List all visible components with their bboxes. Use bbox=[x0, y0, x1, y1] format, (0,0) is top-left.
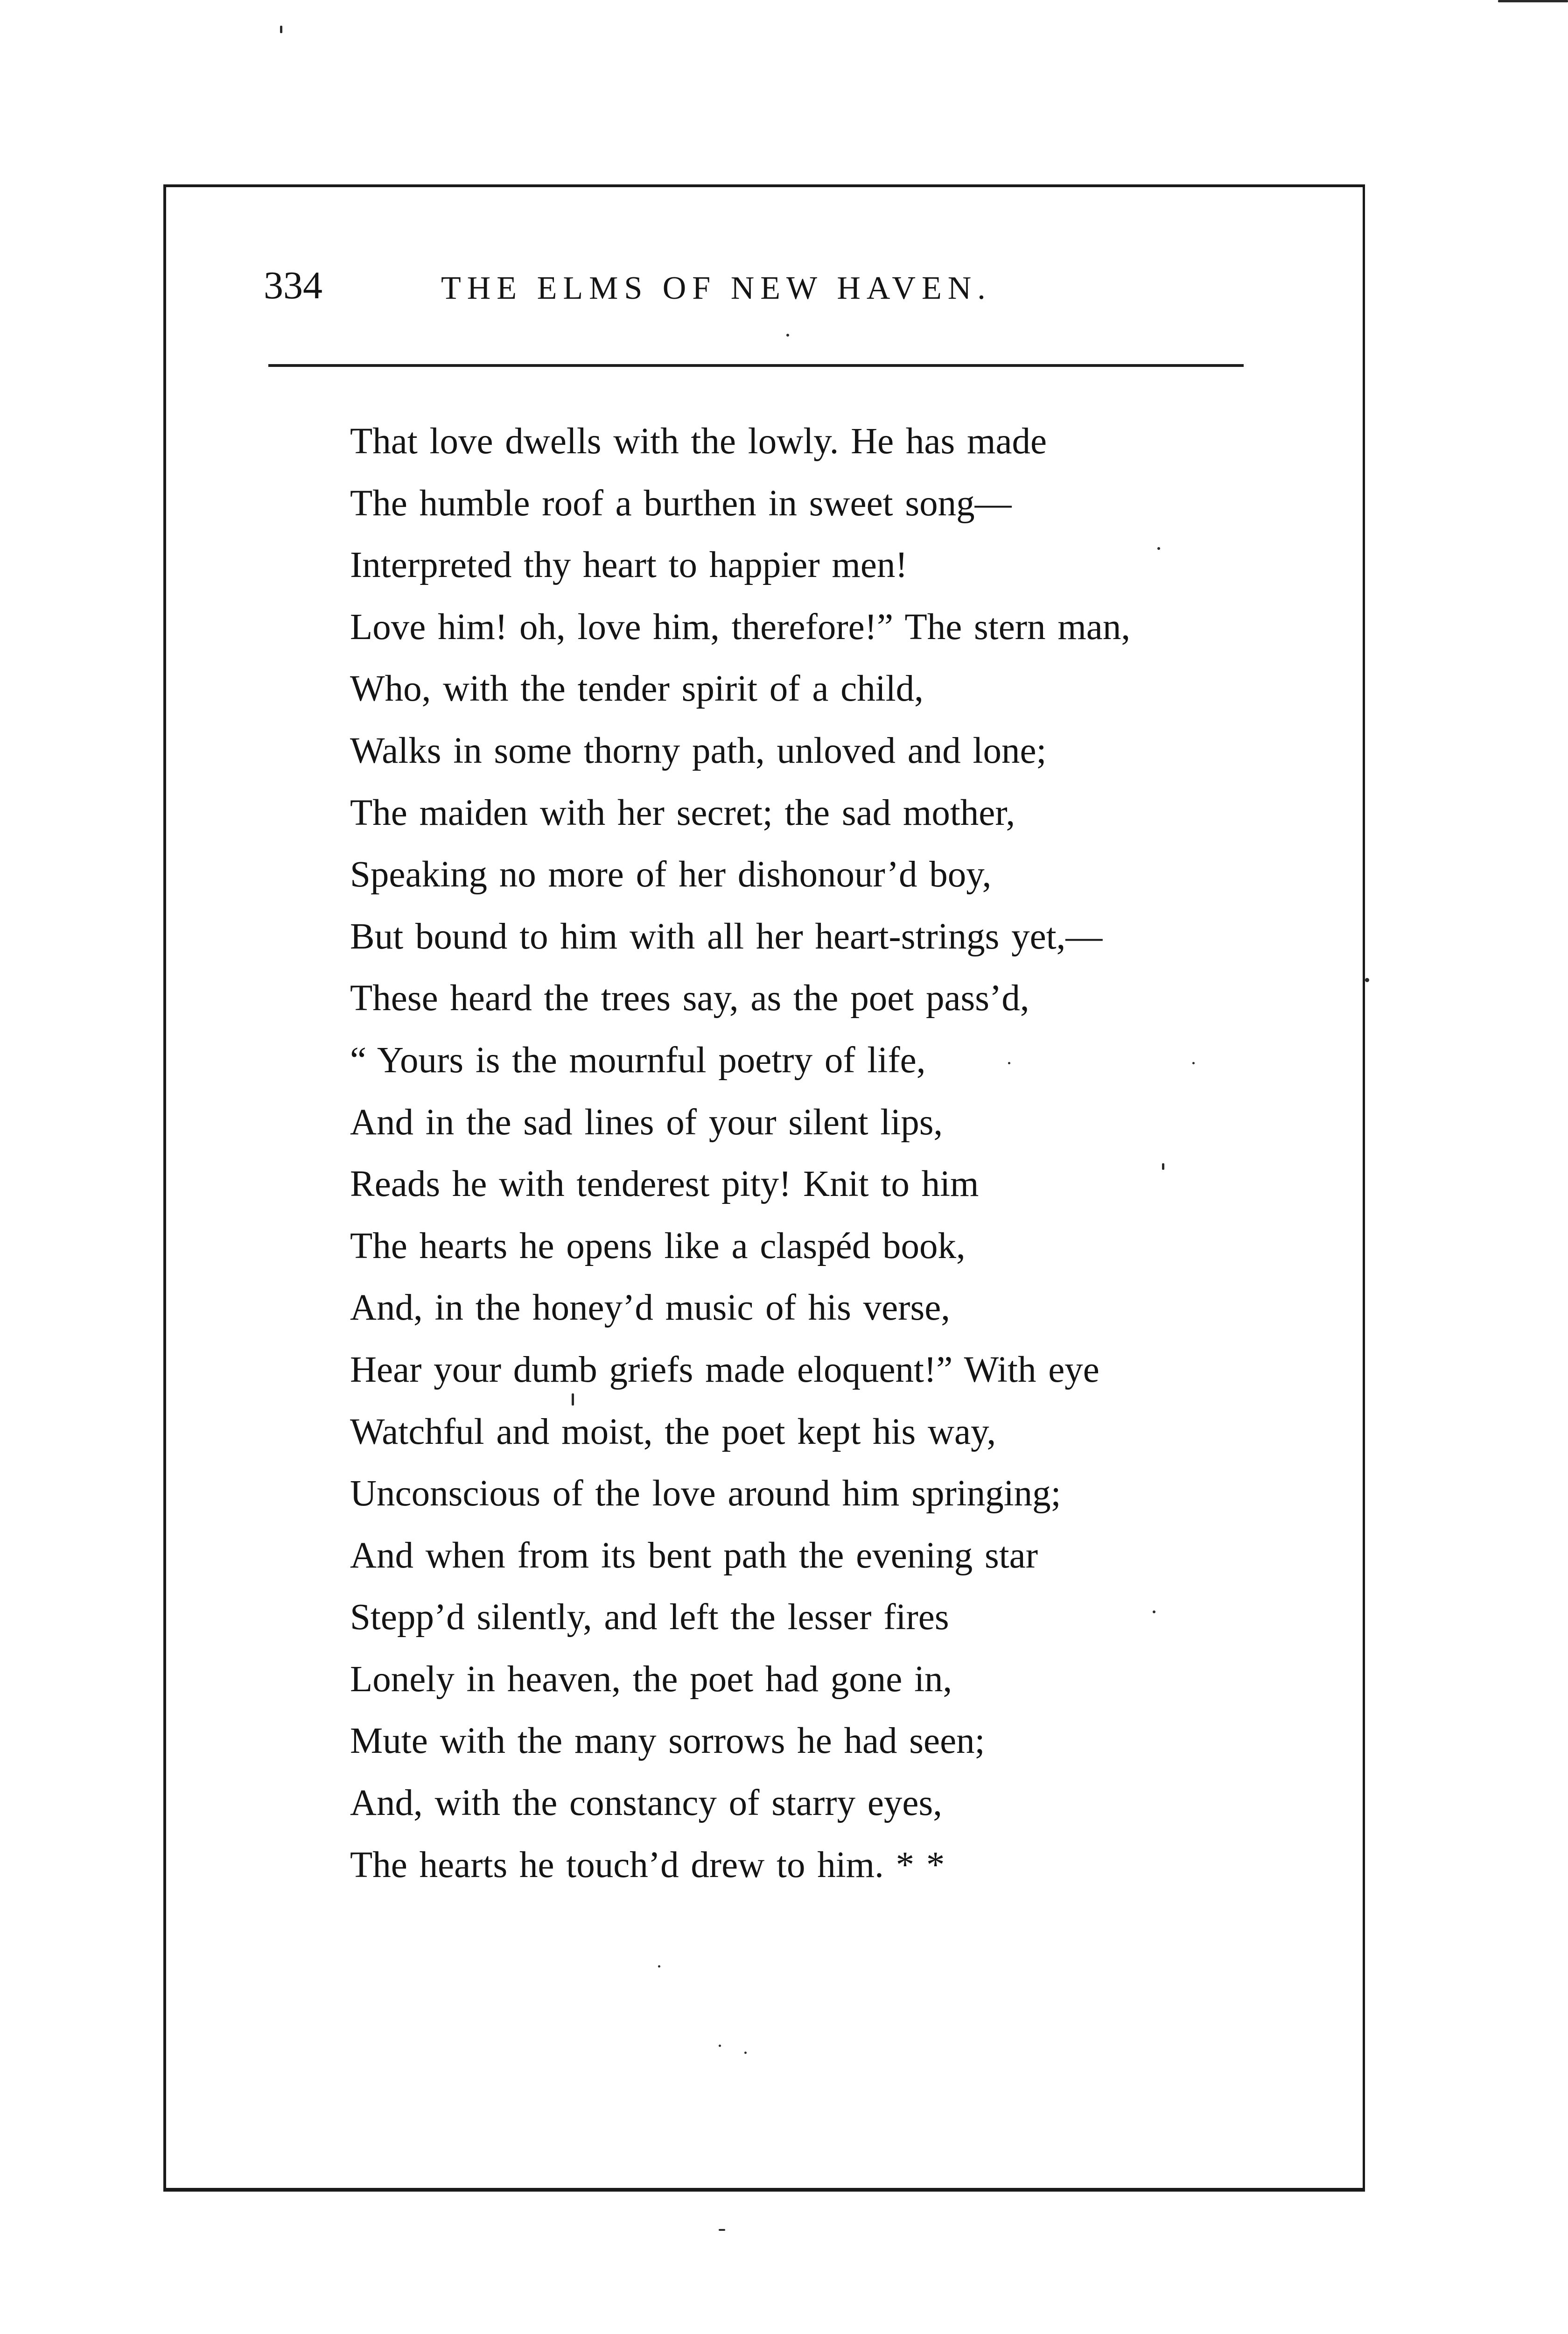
scan-speck bbox=[719, 2045, 721, 2047]
poem-line: And, in the honey’d music of his verse, bbox=[350, 1287, 951, 1329]
poem-line: These heard the trees say, as the poet pass’d, bbox=[350, 978, 1029, 1019]
scan-speck bbox=[719, 2229, 725, 2231]
poem-line: Mute with the many sorrows he had seen; bbox=[350, 1721, 985, 1762]
scan-speck bbox=[1162, 1163, 1164, 1170]
page-number: 334 bbox=[264, 264, 322, 307]
poem-line: The maiden with her secret; the sad mother, bbox=[350, 792, 1015, 833]
poem-line: The hearts he opens like a claspéd book, bbox=[350, 1225, 966, 1266]
poem-line: Reads he with tenderest pity! Knit to him bbox=[350, 1164, 979, 1205]
poem-line: Hear your dumb griefs made eloquent!” With eye bbox=[350, 1349, 1099, 1390]
scan-speck bbox=[280, 26, 282, 33]
poem-line: “ Yours is the mournful poetry of life, bbox=[350, 1040, 926, 1081]
poem-line: And when from its bent path the evening star bbox=[350, 1535, 1038, 1576]
poem-line: That love dwells with the lowly. He has made bbox=[350, 421, 1047, 462]
scan-speck bbox=[1498, 0, 1568, 2]
poem-line: Watchful and moist, the poet kept his way, bbox=[350, 1411, 996, 1452]
poem-line: Walks in some thorny path, unloved and lone; bbox=[350, 730, 1047, 771]
poem-line: Love him! oh, love him, therefore!” The stern man, bbox=[350, 606, 1131, 647]
poem-line: Interpreted thy heart to happier men! bbox=[350, 545, 908, 586]
poem-line: And in the sad lines of your silent lips, bbox=[350, 1102, 943, 1143]
scan-speck bbox=[1192, 1062, 1195, 1064]
poem-text bbox=[350, 411, 1130, 1896]
scan-speck bbox=[572, 1393, 574, 1406]
poem-line: Speaking no more of her dishonour’d boy, bbox=[350, 854, 992, 895]
scan-speck bbox=[658, 1965, 660, 1968]
poem-line: Who, with the tender spirit of a child, bbox=[350, 668, 924, 710]
poem-line: The humble roof a burthen in sweet song— bbox=[350, 483, 1012, 524]
poem-line: But bound to him with all her heart-strings yet,— bbox=[350, 916, 1103, 957]
poem-line: Stepp’d silently, and left the lesser fires bbox=[350, 1597, 949, 1638]
scan-speck bbox=[1157, 547, 1160, 550]
poem-line: And, with the constancy of starry eyes, bbox=[350, 1783, 942, 1824]
scan-speck bbox=[1153, 1610, 1155, 1613]
poem-line: The hearts he touch’d drew to him. * * bbox=[350, 1844, 945, 1885]
poem-line: Lonely in heaven, the poet had gone in, bbox=[350, 1659, 952, 1700]
running-title: THE ELMS OF NEW HAVEN. bbox=[441, 270, 992, 306]
scan-speck bbox=[744, 2052, 747, 2054]
header-rule bbox=[268, 364, 1244, 367]
scan-speck bbox=[1365, 978, 1369, 982]
scan-speck bbox=[786, 334, 789, 337]
poem-line: Unconscious of the love around him springing; bbox=[350, 1473, 1061, 1514]
scan-speck bbox=[1008, 1062, 1010, 1064]
